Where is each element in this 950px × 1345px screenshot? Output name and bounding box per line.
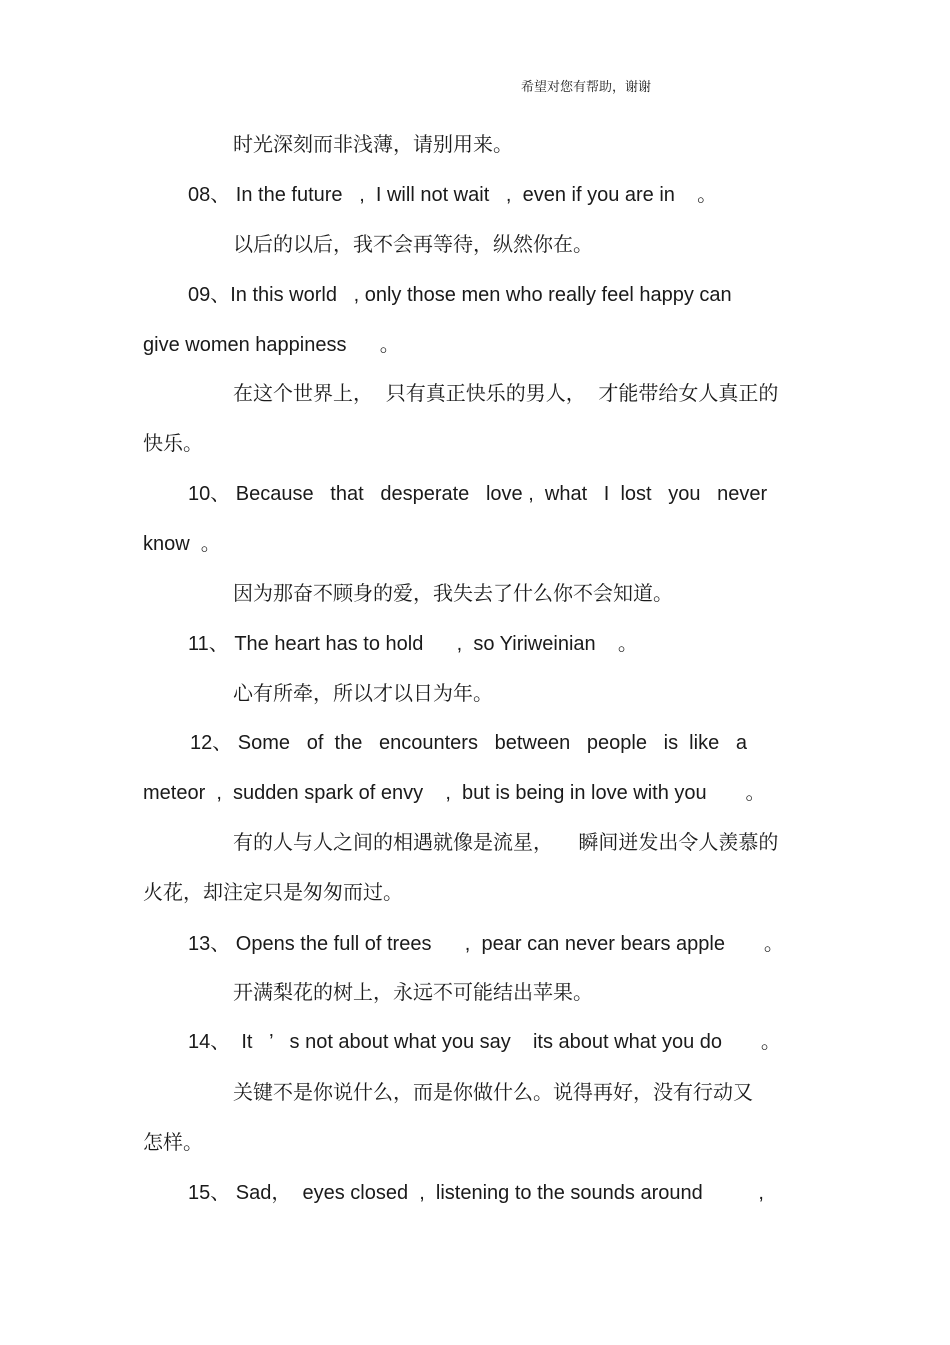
text-line: 13、 Opens the full of trees , pear can never bears apple 。 [188, 933, 784, 955]
text-line: 08、 In the future , I will not wait , even if you are in 。 [188, 184, 718, 206]
page-header: 希望对您有帮助，谢谢 [521, 80, 652, 95]
text-line: 怎样。 [143, 1130, 203, 1154]
text-line: 12、 Some of the encounters between people is like a [190, 732, 747, 754]
text-line: give women happiness 。 [143, 334, 400, 356]
text-line: 时光深刻而非浅薄，请别用来。 [233, 132, 513, 156]
text-line: 10、 Because that desperate love , what I lost you never [188, 483, 768, 505]
text-line: 以后的以后，我不会再等待，纵然你在。 [233, 232, 593, 256]
text-line: 火花，却注定只是匆匆而过。 [143, 880, 403, 904]
text-line: 在这个世界上， 只有真正快乐的男人， 才能带给女人真正的 [233, 381, 779, 405]
text-line: 有的人与人之间的相遇就像是流星， 瞬间迸发出令人羡慕的 [233, 830, 779, 854]
text-line: 因为那奋不顾身的爱，我失去了什么你不会知道。 [233, 581, 673, 605]
text-line: 15、 Sad， eyes closed , listening to the sounds around , [188, 1182, 764, 1204]
text-line: 开满梨花的树上，永远不可能结出苹果。 [233, 980, 593, 1004]
text-line: 11、 The heart has to hold , so Yiriweinian 。 [188, 633, 638, 655]
text-line: 14、 It ’ s not about what you say its about what you do 。 [188, 1031, 781, 1053]
text-line: know 。 [143, 533, 221, 555]
text-line: 09、In this world , only those men who really feel happy can [188, 284, 732, 306]
text-line: meteor , sudden spark of envy , but is being in love with you 。 [143, 782, 766, 804]
text-line: 快乐。 [143, 431, 203, 455]
text-line: 关键不是你说什么，而是你做什么。说得再好，没有行动又 [233, 1080, 753, 1104]
text-line: 心有所牵，所以才以日为年。 [233, 681, 493, 705]
